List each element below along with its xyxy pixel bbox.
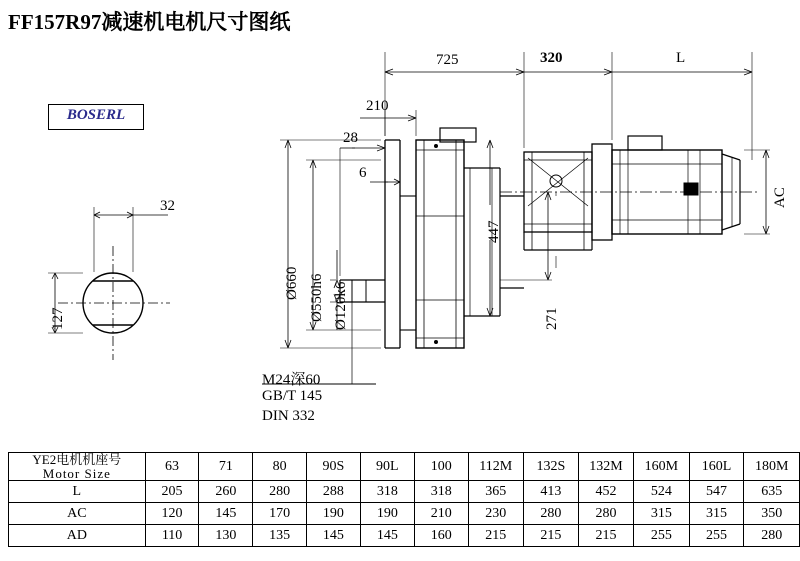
table-cell: 135: [253, 525, 307, 547]
table-cell: 413: [523, 481, 578, 503]
table-cell: 260: [199, 481, 253, 503]
note-thread-2: GB/T 145: [262, 388, 323, 404]
dim-271: 271: [544, 307, 560, 330]
table-cell: 145: [199, 503, 253, 525]
table-cell: 120: [145, 503, 199, 525]
dim-28: 28: [343, 130, 358, 146]
table-cell: 110: [145, 525, 199, 547]
table-col-head: 160M: [634, 453, 689, 481]
dim-6: 6: [359, 165, 367, 181]
dim-L: L: [676, 50, 686, 66]
table-cell: 130: [199, 525, 253, 547]
table-col-head: 63: [145, 453, 199, 481]
table-cell: 190: [306, 503, 360, 525]
table-cell: 280: [744, 525, 800, 547]
table-cell: 215: [578, 525, 633, 547]
table-cell: 280: [253, 481, 307, 503]
table-col-head: 90S: [306, 453, 360, 481]
note-thread-1: M24深60: [262, 372, 321, 388]
note-thread-3: DIN 332: [262, 408, 315, 424]
dim-550: Ø550h6: [309, 273, 325, 322]
table-row-label: L: [9, 481, 146, 503]
dim-AC: AC: [772, 187, 788, 208]
table-cell: 170: [253, 503, 307, 525]
page-title: FF157R97减速机电机尺寸图纸: [8, 10, 291, 34]
table-col-head: 180M: [744, 453, 800, 481]
table-cell: 210: [414, 503, 468, 525]
dim-210: 210: [366, 98, 389, 114]
table-row: [9, 525, 800, 547]
logo-text: BOSERL: [66, 107, 126, 123]
table-col-head: 132S: [523, 453, 578, 481]
table-cell: 205: [145, 481, 199, 503]
table-cell: 452: [578, 481, 633, 503]
table-cell: 145: [306, 525, 360, 547]
table-cell: 160: [414, 525, 468, 547]
table-cell: 190: [360, 503, 414, 525]
table-row: [9, 481, 800, 503]
table-cell: 255: [689, 525, 744, 547]
dim-32: 32: [160, 198, 175, 214]
table-cell: 215: [468, 525, 523, 547]
dim-320: 320: [540, 50, 563, 66]
table-col-head: 160L: [689, 453, 744, 481]
table-col-head: 90L: [360, 453, 414, 481]
dim-447: 447: [486, 220, 502, 243]
dim-725: 725: [436, 52, 459, 68]
table-cell: 547: [689, 481, 744, 503]
table-row-label: AD: [9, 525, 146, 547]
table-cell: 288: [306, 481, 360, 503]
table-cell: 145: [360, 525, 414, 547]
table-row-label: AC: [9, 503, 146, 525]
table-col-head: 132M: [578, 453, 633, 481]
table-cell: 318: [414, 481, 468, 503]
table-col-head: 71: [199, 453, 253, 481]
table-header-row: [9, 453, 800, 481]
table-cell: 255: [634, 525, 689, 547]
dim-660: Ø660: [284, 266, 300, 300]
dim-120: Ø120k6: [333, 281, 349, 330]
table-header-label-cn: YE2电机机座号: [32, 452, 122, 467]
table-cell: 280: [523, 503, 578, 525]
table-cell: 315: [634, 503, 689, 525]
table-cell: 280: [578, 503, 633, 525]
dim-127: 127: [50, 307, 66, 330]
table-col-head: 100: [414, 453, 468, 481]
table-header-label: [9, 453, 146, 481]
table-cell: 350: [744, 503, 800, 525]
table-cell: 318: [360, 481, 414, 503]
table-cell: 230: [468, 503, 523, 525]
table-cell: 315: [689, 503, 744, 525]
table-header-label-en: Motor Size: [42, 465, 111, 481]
motor-size-table: [8, 452, 800, 547]
table-col-head: 112M: [468, 453, 523, 481]
table-cell: 635: [744, 481, 800, 503]
table-cell: 365: [468, 481, 523, 503]
table-row: [9, 503, 800, 525]
table-cell: 524: [634, 481, 689, 503]
table-cell: 215: [523, 525, 578, 547]
table-col-head: 80: [253, 453, 307, 481]
